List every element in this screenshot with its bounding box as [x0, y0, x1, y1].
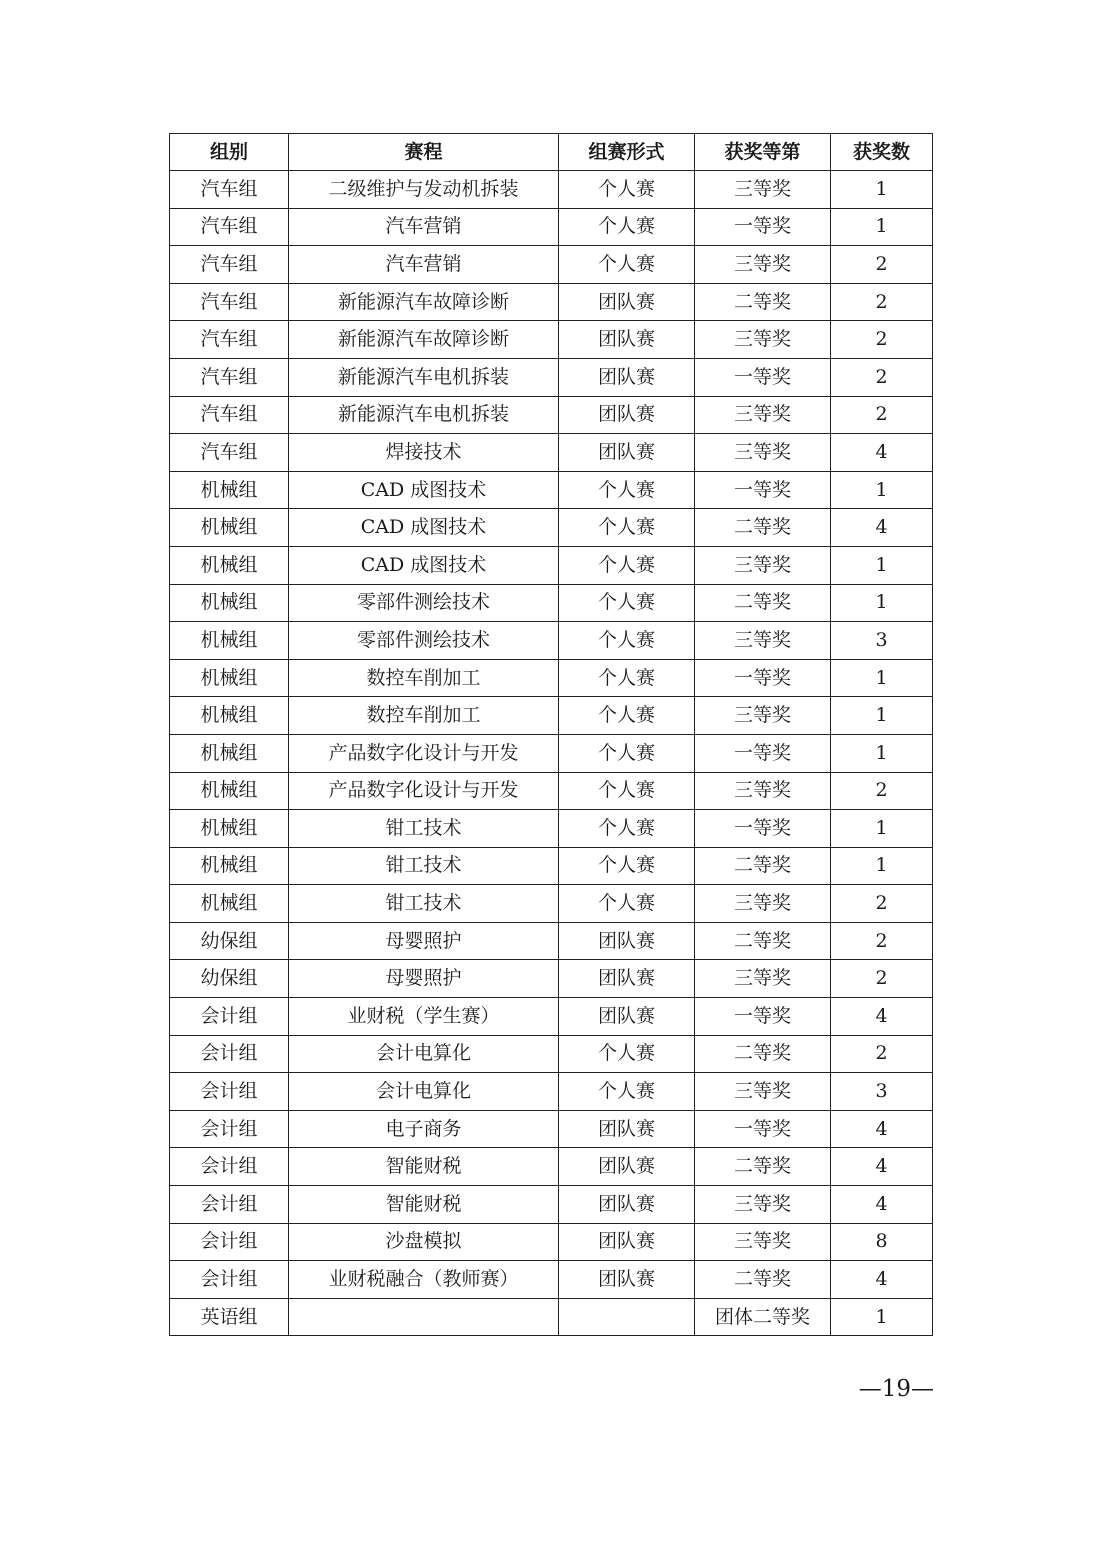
cell-award-count: 1 [831, 208, 933, 246]
cell-event: 智能财税 [289, 1186, 559, 1224]
cell-award-level: 二等奖 [695, 1261, 831, 1299]
cell-award-level: 一等奖 [695, 998, 831, 1036]
cell-format: 个人赛 [559, 734, 695, 772]
cell-group: 机械组 [170, 509, 289, 547]
table-row [170, 1073, 933, 1111]
cell-award-count: 1 [831, 584, 933, 622]
cell-format: 团队赛 [559, 321, 695, 359]
cell-award-level: 二等奖 [695, 1148, 831, 1186]
cell-group: 汽车组 [170, 358, 289, 396]
cell-format: 团队赛 [559, 1110, 695, 1148]
cell-award-level: 一等奖 [695, 358, 831, 396]
cell-award-level: 三等奖 [695, 434, 831, 472]
cell-award-level: 一等奖 [695, 734, 831, 772]
cell-award-level: 二等奖 [695, 584, 831, 622]
cell-event: 焊接技术 [289, 434, 559, 472]
cell-award-level: 一等奖 [695, 471, 831, 509]
table-row [170, 584, 933, 622]
cell-award-level: 一等奖 [695, 208, 831, 246]
cell-award-level: 三等奖 [695, 1073, 831, 1111]
cell-award-count: 4 [831, 1261, 933, 1299]
cell-format: 团队赛 [559, 1261, 695, 1299]
cell-award-count: 1 [831, 810, 933, 848]
cell-award-level: 三等奖 [695, 1223, 831, 1261]
cell-group: 会计组 [170, 1223, 289, 1261]
cell-event: 汽车营销 [289, 246, 559, 284]
cell-award-count: 1 [831, 171, 933, 209]
cell-award-count: 1 [831, 659, 933, 697]
cell-group: 会计组 [170, 1261, 289, 1299]
cell-event: 沙盘模拟 [289, 1223, 559, 1261]
awards-table [169, 133, 933, 1336]
cell-format: 个人赛 [559, 622, 695, 660]
cell-group: 机械组 [170, 697, 289, 735]
table-row [170, 734, 933, 772]
cell-event: 新能源汽车故障诊断 [289, 321, 559, 359]
cell-group: 机械组 [170, 471, 289, 509]
cell-format: 个人赛 [559, 471, 695, 509]
table-row [170, 171, 933, 209]
table-row [170, 509, 933, 547]
cell-group: 幼保组 [170, 960, 289, 998]
cell-group: 机械组 [170, 810, 289, 848]
table-row [170, 922, 933, 960]
table-body [170, 171, 933, 1336]
cell-format: 团队赛 [559, 358, 695, 396]
cell-group: 机械组 [170, 847, 289, 885]
cell-event: 钳工技术 [289, 885, 559, 923]
cell-format: 个人赛 [559, 246, 695, 284]
cell-award-count: 4 [831, 434, 933, 472]
cell-award-level: 一等奖 [695, 659, 831, 697]
cell-event: 零部件测绘技术 [289, 622, 559, 660]
cell-group: 汽车组 [170, 321, 289, 359]
table-row [170, 1261, 933, 1299]
cell-award-level: 三等奖 [695, 885, 831, 923]
cell-format: 个人赛 [559, 208, 695, 246]
cell-event: 新能源汽车故障诊断 [289, 283, 559, 321]
cell-event: CAD 成图技术 [289, 471, 559, 509]
cell-award-count: 1 [831, 546, 933, 584]
cell-award-level: 三等奖 [695, 321, 831, 359]
table-row [170, 772, 933, 810]
cell-award-level: 二等奖 [695, 847, 831, 885]
cell-event: 产品数字化设计与开发 [289, 734, 559, 772]
cell-award-count: 1 [831, 847, 933, 885]
cell-award-count: 4 [831, 1110, 933, 1148]
cell-award-level: 二等奖 [695, 283, 831, 321]
table-row [170, 246, 933, 284]
cell-event: 二级维护与发动机拆装 [289, 171, 559, 209]
cell-award-count: 1 [831, 1298, 933, 1336]
cell-format: 团队赛 [559, 1223, 695, 1261]
cell-award-count: 2 [831, 885, 933, 923]
cell-award-level: 三等奖 [695, 772, 831, 810]
cell-award-count: 2 [831, 922, 933, 960]
cell-format: 团队赛 [559, 1148, 695, 1186]
cell-group: 英语组 [170, 1298, 289, 1336]
cell-event: 会计电算化 [289, 1073, 559, 1111]
cell-group: 机械组 [170, 546, 289, 584]
page-number: —19— [858, 1376, 934, 1402]
cell-group: 会计组 [170, 998, 289, 1036]
cell-event: 零部件测绘技术 [289, 584, 559, 622]
cell-award-count: 3 [831, 622, 933, 660]
cell-award-count: 3 [831, 1073, 933, 1111]
cell-format: 个人赛 [559, 1073, 695, 1111]
cell-award-count: 2 [831, 1035, 933, 1073]
cell-event: 业财税（学生赛） [289, 998, 559, 1036]
table-row [170, 1110, 933, 1148]
cell-event: 新能源汽车电机拆装 [289, 358, 559, 396]
cell-award-count: 4 [831, 998, 933, 1036]
table-row [170, 697, 933, 735]
cell-award-count: 2 [831, 960, 933, 998]
cell-award-count: 4 [831, 1186, 933, 1224]
cell-group: 会计组 [170, 1073, 289, 1111]
table-row [170, 1223, 933, 1261]
cell-group: 机械组 [170, 584, 289, 622]
cell-group: 会计组 [170, 1148, 289, 1186]
header-format: 组赛形式 [559, 134, 695, 171]
cell-event: 钳工技术 [289, 847, 559, 885]
cell-award-count: 1 [831, 734, 933, 772]
table-row [170, 208, 933, 246]
cell-award-count: 2 [831, 358, 933, 396]
cell-award-count: 2 [831, 772, 933, 810]
cell-award-level: 二等奖 [695, 922, 831, 960]
cell-format: 团队赛 [559, 396, 695, 434]
cell-event: 业财税融合（教师赛） [289, 1261, 559, 1299]
cell-format: 个人赛 [559, 885, 695, 923]
table-row [170, 321, 933, 359]
cell-group: 幼保组 [170, 922, 289, 960]
cell-format: 个人赛 [559, 1035, 695, 1073]
table-header-row [170, 134, 933, 171]
cell-award-level: 三等奖 [695, 697, 831, 735]
cell-event: CAD 成图技术 [289, 546, 559, 584]
cell-award-count: 2 [831, 283, 933, 321]
cell-format: 个人赛 [559, 810, 695, 848]
cell-group: 机械组 [170, 659, 289, 697]
cell-event: 新能源汽车电机拆装 [289, 396, 559, 434]
cell-award-level: 三等奖 [695, 1186, 831, 1224]
cell-format: 团队赛 [559, 434, 695, 472]
cell-event: 智能财税 [289, 1148, 559, 1186]
cell-event: 产品数字化设计与开发 [289, 772, 559, 810]
header-group: 组别 [170, 134, 289, 171]
table-row [170, 358, 933, 396]
cell-group: 机械组 [170, 885, 289, 923]
cell-award-level: 一等奖 [695, 1110, 831, 1148]
header-award-level: 获奖等第 [695, 134, 831, 171]
table-row [170, 1035, 933, 1073]
header-award-count: 获奖数 [831, 134, 933, 171]
cell-group: 会计组 [170, 1110, 289, 1148]
cell-format: 个人赛 [559, 509, 695, 547]
cell-group: 机械组 [170, 622, 289, 660]
table-row [170, 885, 933, 923]
table-row [170, 396, 933, 434]
table-row [170, 1298, 933, 1336]
cell-award-level: 三等奖 [695, 960, 831, 998]
table-row [170, 659, 933, 697]
cell-group: 机械组 [170, 772, 289, 810]
table-row [170, 434, 933, 472]
table-row [170, 1186, 933, 1224]
cell-award-level: 三等奖 [695, 396, 831, 434]
table-row [170, 810, 933, 848]
cell-event: 母婴照护 [289, 922, 559, 960]
cell-award-count: 1 [831, 471, 933, 509]
cell-format: 个人赛 [559, 546, 695, 584]
cell-group: 会计组 [170, 1035, 289, 1073]
cell-format: 团队赛 [559, 283, 695, 321]
header-event: 赛程 [289, 134, 559, 171]
cell-event: 电子商务 [289, 1110, 559, 1148]
cell-award-count: 2 [831, 246, 933, 284]
cell-event: 汽车营销 [289, 208, 559, 246]
cell-award-count: 8 [831, 1223, 933, 1261]
cell-award-level: 三等奖 [695, 546, 831, 584]
table-row [170, 622, 933, 660]
cell-format: 团队赛 [559, 922, 695, 960]
cell-format: 个人赛 [559, 847, 695, 885]
cell-group: 汽车组 [170, 283, 289, 321]
table-row [170, 1148, 933, 1186]
cell-format: 团队赛 [559, 1186, 695, 1224]
cell-award-level: 一等奖 [695, 810, 831, 848]
cell-format: 团队赛 [559, 998, 695, 1036]
cell-format: 个人赛 [559, 171, 695, 209]
table-row [170, 960, 933, 998]
table-row [170, 998, 933, 1036]
cell-award-count: 1 [831, 697, 933, 735]
cell-award-level: 二等奖 [695, 509, 831, 547]
cell-format: 个人赛 [559, 772, 695, 810]
cell-award-level: 二等奖 [695, 1035, 831, 1073]
cell-group: 汽车组 [170, 208, 289, 246]
cell-award-count: 2 [831, 396, 933, 434]
cell-award-level: 三等奖 [695, 171, 831, 209]
cell-award-count: 2 [831, 321, 933, 359]
cell-event: 母婴照护 [289, 960, 559, 998]
table-row [170, 283, 933, 321]
cell-format [559, 1298, 695, 1336]
cell-award-count: 4 [831, 1148, 933, 1186]
cell-award-level: 三等奖 [695, 246, 831, 284]
cell-event: 数控车削加工 [289, 659, 559, 697]
cell-format: 个人赛 [559, 697, 695, 735]
cell-group: 汽车组 [170, 171, 289, 209]
cell-format: 团队赛 [559, 960, 695, 998]
cell-event [289, 1298, 559, 1336]
cell-event: CAD 成图技术 [289, 509, 559, 547]
cell-event: 数控车削加工 [289, 697, 559, 735]
cell-award-level: 三等奖 [695, 622, 831, 660]
cell-group: 汽车组 [170, 246, 289, 284]
table-row [170, 471, 933, 509]
cell-group: 会计组 [170, 1186, 289, 1224]
cell-group: 汽车组 [170, 396, 289, 434]
table-row [170, 847, 933, 885]
cell-format: 个人赛 [559, 584, 695, 622]
cell-award-level: 团体二等奖 [695, 1298, 831, 1336]
cell-format: 个人赛 [559, 659, 695, 697]
table-row [170, 546, 933, 584]
cell-award-count: 4 [831, 509, 933, 547]
cell-event: 钳工技术 [289, 810, 559, 848]
cell-group: 汽车组 [170, 434, 289, 472]
cell-group: 机械组 [170, 734, 289, 772]
cell-event: 会计电算化 [289, 1035, 559, 1073]
